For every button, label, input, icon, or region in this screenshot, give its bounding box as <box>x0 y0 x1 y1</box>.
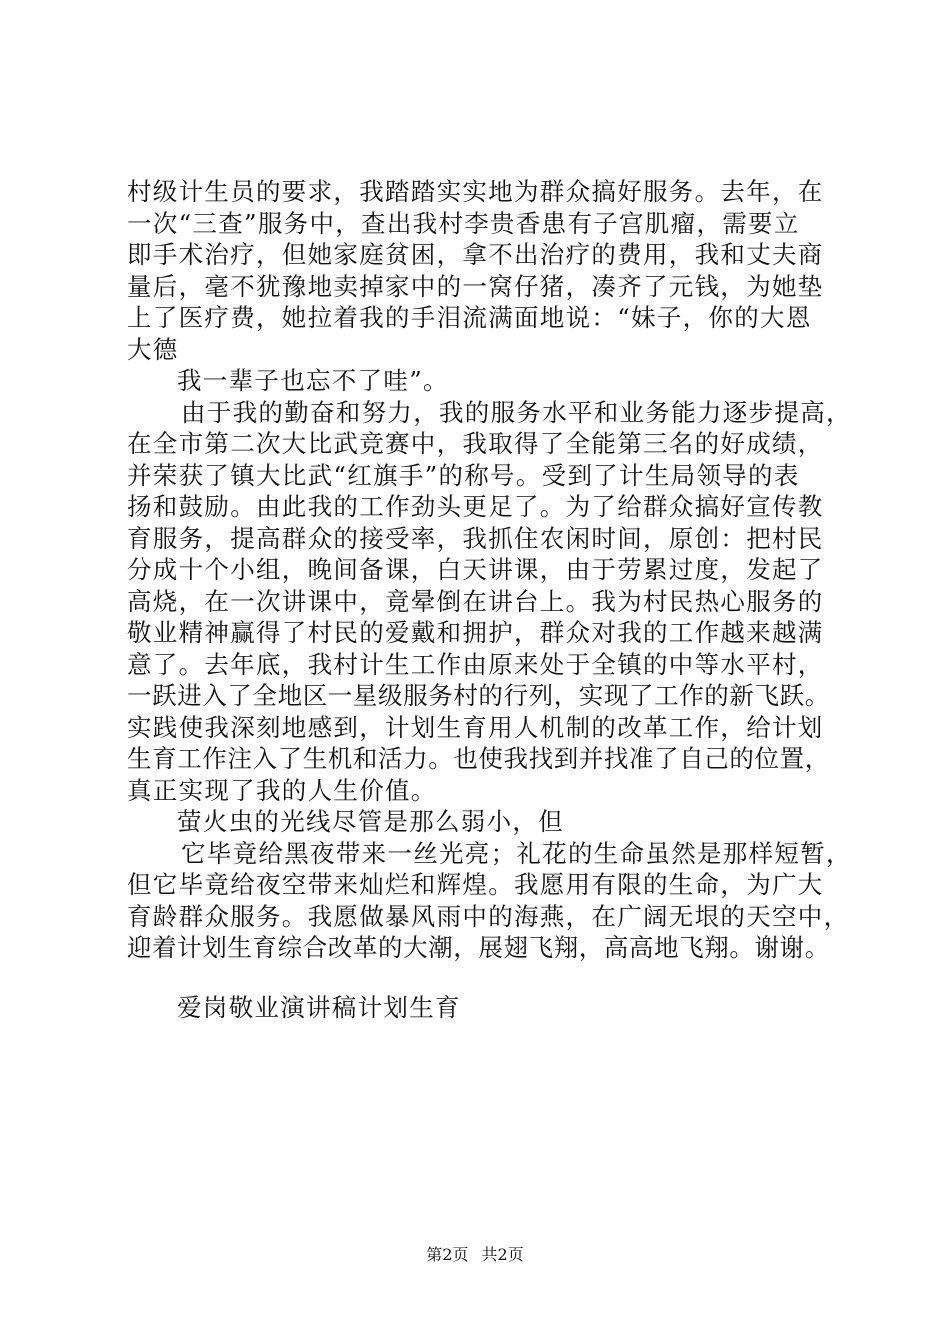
text-line: 并荣获了镇大比武“红旗手”的称号。受到了计生局领导的表 <box>127 460 800 490</box>
text-line: 即手术治疗，但她家庭贫困，拿不出治疗的费用，我和丈夫商 <box>127 240 824 269</box>
text-line: 生育工作注入了生机和活力。也使我找到并找准了自己的位置， <box>127 744 830 773</box>
text-line: 但它毕竟给夜空带来灿烂和辉煌。我愿用有限的生命，为广大 <box>127 870 824 899</box>
paragraph-gap <box>127 964 857 992</box>
text-line: 敬业精神赢得了村民的爱戴和拥护，群众对我的工作越来越满 <box>127 618 824 647</box>
text-line: 村级计生员的要求，我踏踏实实地为群众搞好服务。去年，在 <box>127 177 824 206</box>
text-line: 迎着计划生育综合改革的大潮，展翅飞翔，高高地飞翔。谢谢。 <box>127 933 830 962</box>
text-line: 我一辈子也忘不了哇”。 <box>177 366 449 395</box>
text-line: 上了医疗费，她拉着我的手泪流满面地说：“妹子，你的大恩 <box>127 303 812 332</box>
text-line: 量后，毫不犹豫地卖掉家中的一窝仔猪，凑齐了元钱，为她垫 <box>127 271 824 301</box>
text-line: 它毕竟给黑夜带来一丝光亮；礼花的生命虽然是那样短暂， <box>181 838 852 868</box>
text-line: 实践使我深刻地感到，计划生育用人机制的改革工作，给计划 <box>127 712 824 742</box>
text-line: 在全市第二次大比武竞赛中，我取得了全能第三名的好成绩， <box>127 429 824 458</box>
text-line: 高烧，在一次讲课中，竟晕倒在讲台上。我为村民热心服务的 <box>127 586 824 616</box>
text-line: 分成十个小组，晚间备课，白天讲课，由于劳累过度，发起了 <box>127 555 824 584</box>
text-line: 意了。去年底，我村计生工作由原来处于全镇的中等水平村， <box>127 649 824 679</box>
text-line: 大德 <box>127 334 179 364</box>
text-line: 扬和鼓励。由此我的工作劲头更足了。为了给群众搞好宣传教 <box>127 492 824 521</box>
document-body <box>127 176 857 1023</box>
paragraph-start: 由于我的勤奋和努力，我的服务水平和业务能力逐步提高， <box>181 397 852 427</box>
text-line: 真正实现了我的人生价值。 <box>127 775 437 805</box>
page-footer <box>0 1245 950 1265</box>
text-line: 育龄群众服务。我愿做暴风雨中的海燕，在广阔无垠的天空中， <box>127 901 850 931</box>
text-line: 一次“三查”服务中，查出我村李贵香患有子宫肌瘤，需要立 <box>127 208 800 238</box>
text-line: 一跃进入了全地区一星级服务村的行列，实现了工作的新飞跃。 <box>127 681 830 710</box>
page-number: 第2页 <box>426 1245 469 1264</box>
page-total: 共2页 <box>481 1245 524 1264</box>
paragraph-start: 萤火虫的光线尽管是那么弱小，但 <box>177 807 564 836</box>
document-title-line: 爱岗敬业演讲稿计划生育 <box>177 992 461 1022</box>
text-line: 育服务，提高群众的接受率，我抓住农闲时间，原创：把村民 <box>127 523 824 553</box>
